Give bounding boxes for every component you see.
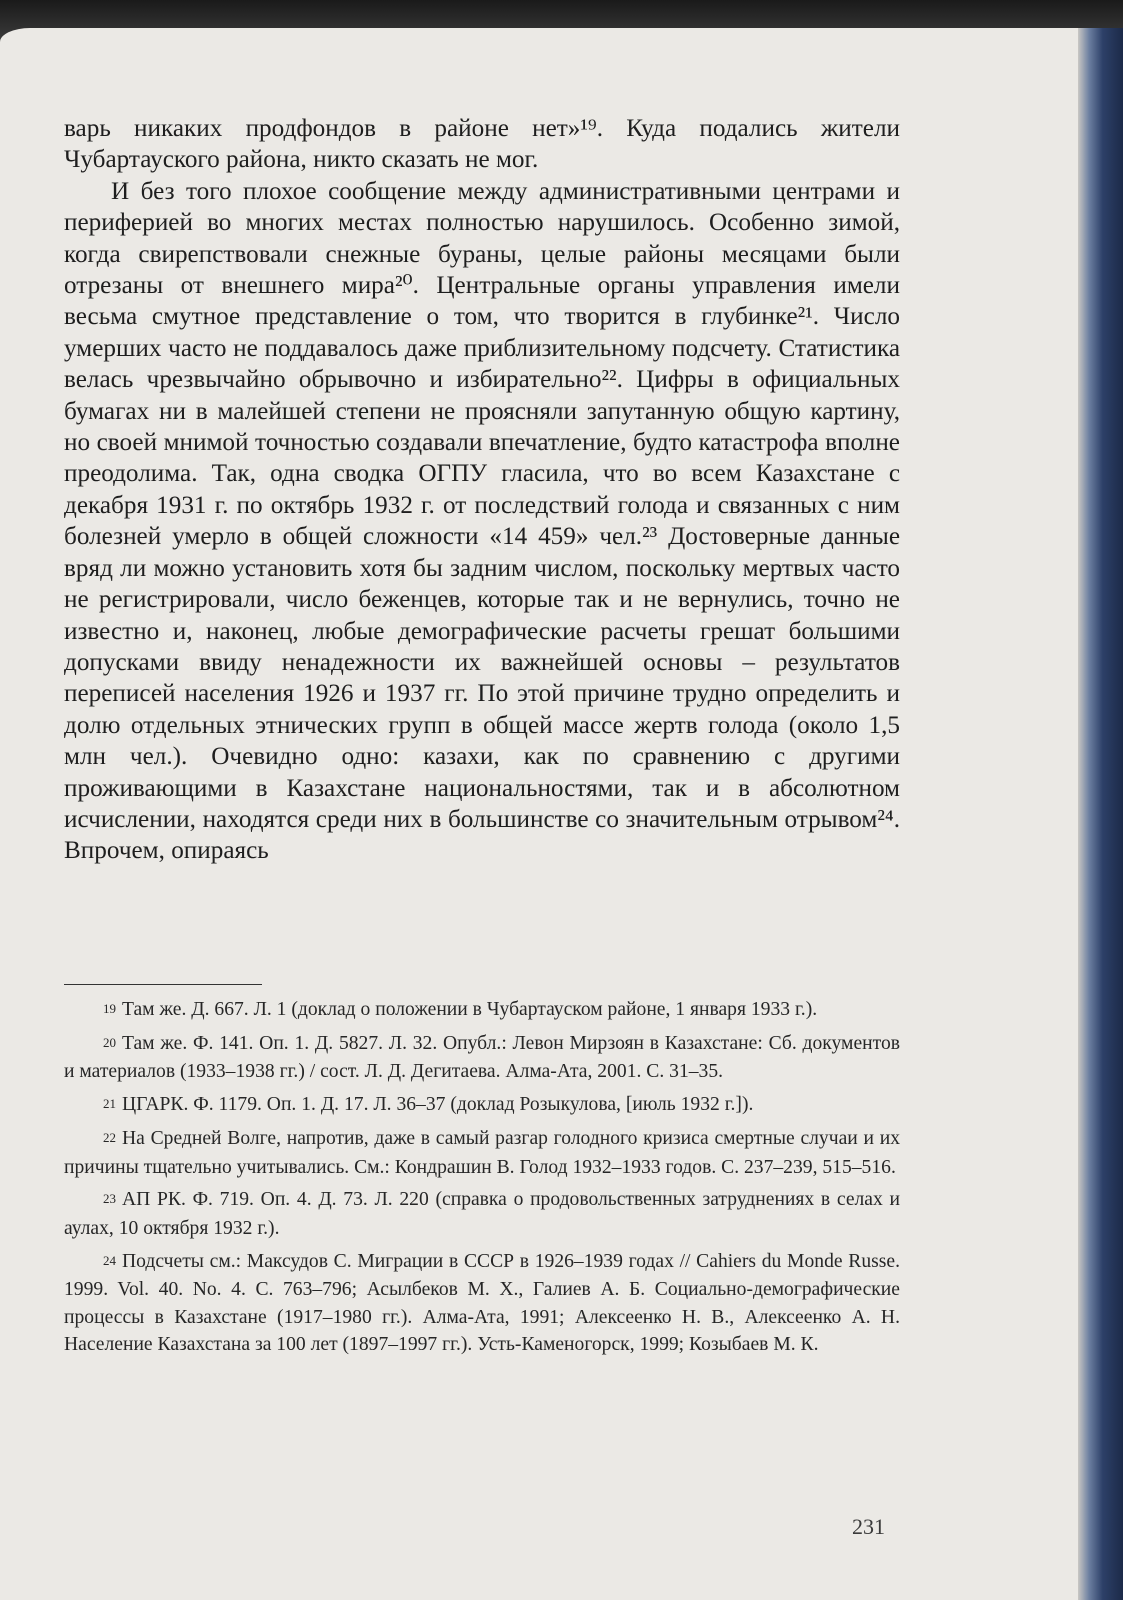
footnotes xyxy=(64,996,900,1364)
footnote-text: Там же. Д. 667. Л. 1 (доклад о положении в Чубартауском районе, 1 января 1933 г.). xyxy=(122,999,818,1020)
footnote-21 xyxy=(64,1091,900,1119)
footnote-number: 20 xyxy=(103,1034,116,1050)
footnote-20 xyxy=(64,1030,900,1086)
footnote-22 xyxy=(64,1125,900,1181)
footnote-text: Подсчеты см.: Максудов С. Миграции в СССР в 1926–1939 годах // Cahiers du Monde Russe. 1999. Vol. 40. No. 4. С. 763–796; Асылбеков М. Х., Галиев А. Б. Социально-демографические процессы в Казахстане (1917–1980 гг.). Алма-Ата, 1991; Алексеенко Н. В., Алексеенко А. Н. Население Казахстана за 100 лет (1897–1997 гг.). Усть-Каменогорск, 1999; Козыбаев М. К. xyxy=(64,1250,900,1355)
footnote-number: 23 xyxy=(103,1191,116,1207)
main-text xyxy=(64,113,900,867)
page-number: 231 xyxy=(852,1514,885,1539)
paragraph-1: варь никаких продфондов в районе нет»¹⁹. Куда подались жители Чубартауского района, никто сказать не мог. xyxy=(64,115,900,174)
footnote-number: 22 xyxy=(103,1130,116,1146)
footnote-number: 21 xyxy=(103,1096,116,1112)
footnote-24 xyxy=(64,1248,900,1359)
footnote-text: АП РК. Ф. 719. Оп. 4. Д. 73. Л. 220 (справка о продовольственных затруднениях в селах и аулах, 10 октября 1932 г.). xyxy=(64,1189,900,1239)
paragraph-2: И без того плохое сообщение между административными центрами и периферией во многих местах полностью нарушилось. Особенно зимой, когда свирепствовали снежные бураны, целые районы месяцами были отрезаны от внешнего мира²⁰. Центральные органы управления имели весьма смутное представление о том, что творится в глубинке²¹. Число умерших часто не поддавалось даже приблизительному подсчету. Статистика велась чрезвычайно обрывочно и избирательно²². Цифры в официальных бумагах ни в малейшей степени не проясняли запутанную общую картину, но своей мнимой точностью создавали впечатление, будто катастрофа вполне преодолима. Так, одна сводка ОГПУ гласила, что во всем Казахстане с декабря 1931 г. по октябрь 1932 г. от последствий голода и связанных с ним болезней умерло в общей сложности «14 459» чел.²³ Достоверные данные вряд ли можно установить хотя бы задним числом, поскольку мертвых часто не регистрировали, число беженцев, которые так и не вернулись, точно не известно и, наконец, любые демографические расчеты грешат большими допусками ввиду ненадежности их важнейшей основы – результатов переписей населения 1926 и 1937 гг. По этой причине трудно определить и долю отдельных этнических групп в общей массе жертв голода (около 1,5 млн чел.). Очевидно одно: казахи, как по сравнению с другими проживающими в Казахстане национальностями, так и в абсолютном исчислении, находятся среди них в большинстве со значительным отрывом²⁴. Впрочем, опираясь xyxy=(64,177,900,865)
footnote-divider xyxy=(64,984,262,985)
footnote-text: ЦГАРК. Ф. 1179. Оп. 1. Д. 17. Л. 36–37 (доклад Розыкулова, [июль 1932 г.]). xyxy=(122,1094,754,1116)
footnote-number: 19 xyxy=(103,1001,116,1016)
book-page-edge xyxy=(1078,28,1123,1600)
footnote-number: 24 xyxy=(103,1252,116,1268)
footnote-23 xyxy=(64,1186,900,1242)
footnote-text: На Средней Волге, напротив, даже в самый разгар голодного кризиса смертные случаи и их причины тщательно учитывались. См.: Кондрашин В. Голод 1932–1933 годов. С. 237–239, 515–516. xyxy=(64,1128,900,1178)
footnote-text: Там же. Ф. 141. Оп. 1. Д. 5827. Л. 32. Опубл.: Левон Мирзоян в Казахстане: Сб. документов и материалов (1933–1938 гг.) / сост. Л. Д. Дегитаева. Алма-Ата, 2001. С. 31–35. xyxy=(64,1032,900,1083)
footnote-19 xyxy=(64,996,900,1024)
